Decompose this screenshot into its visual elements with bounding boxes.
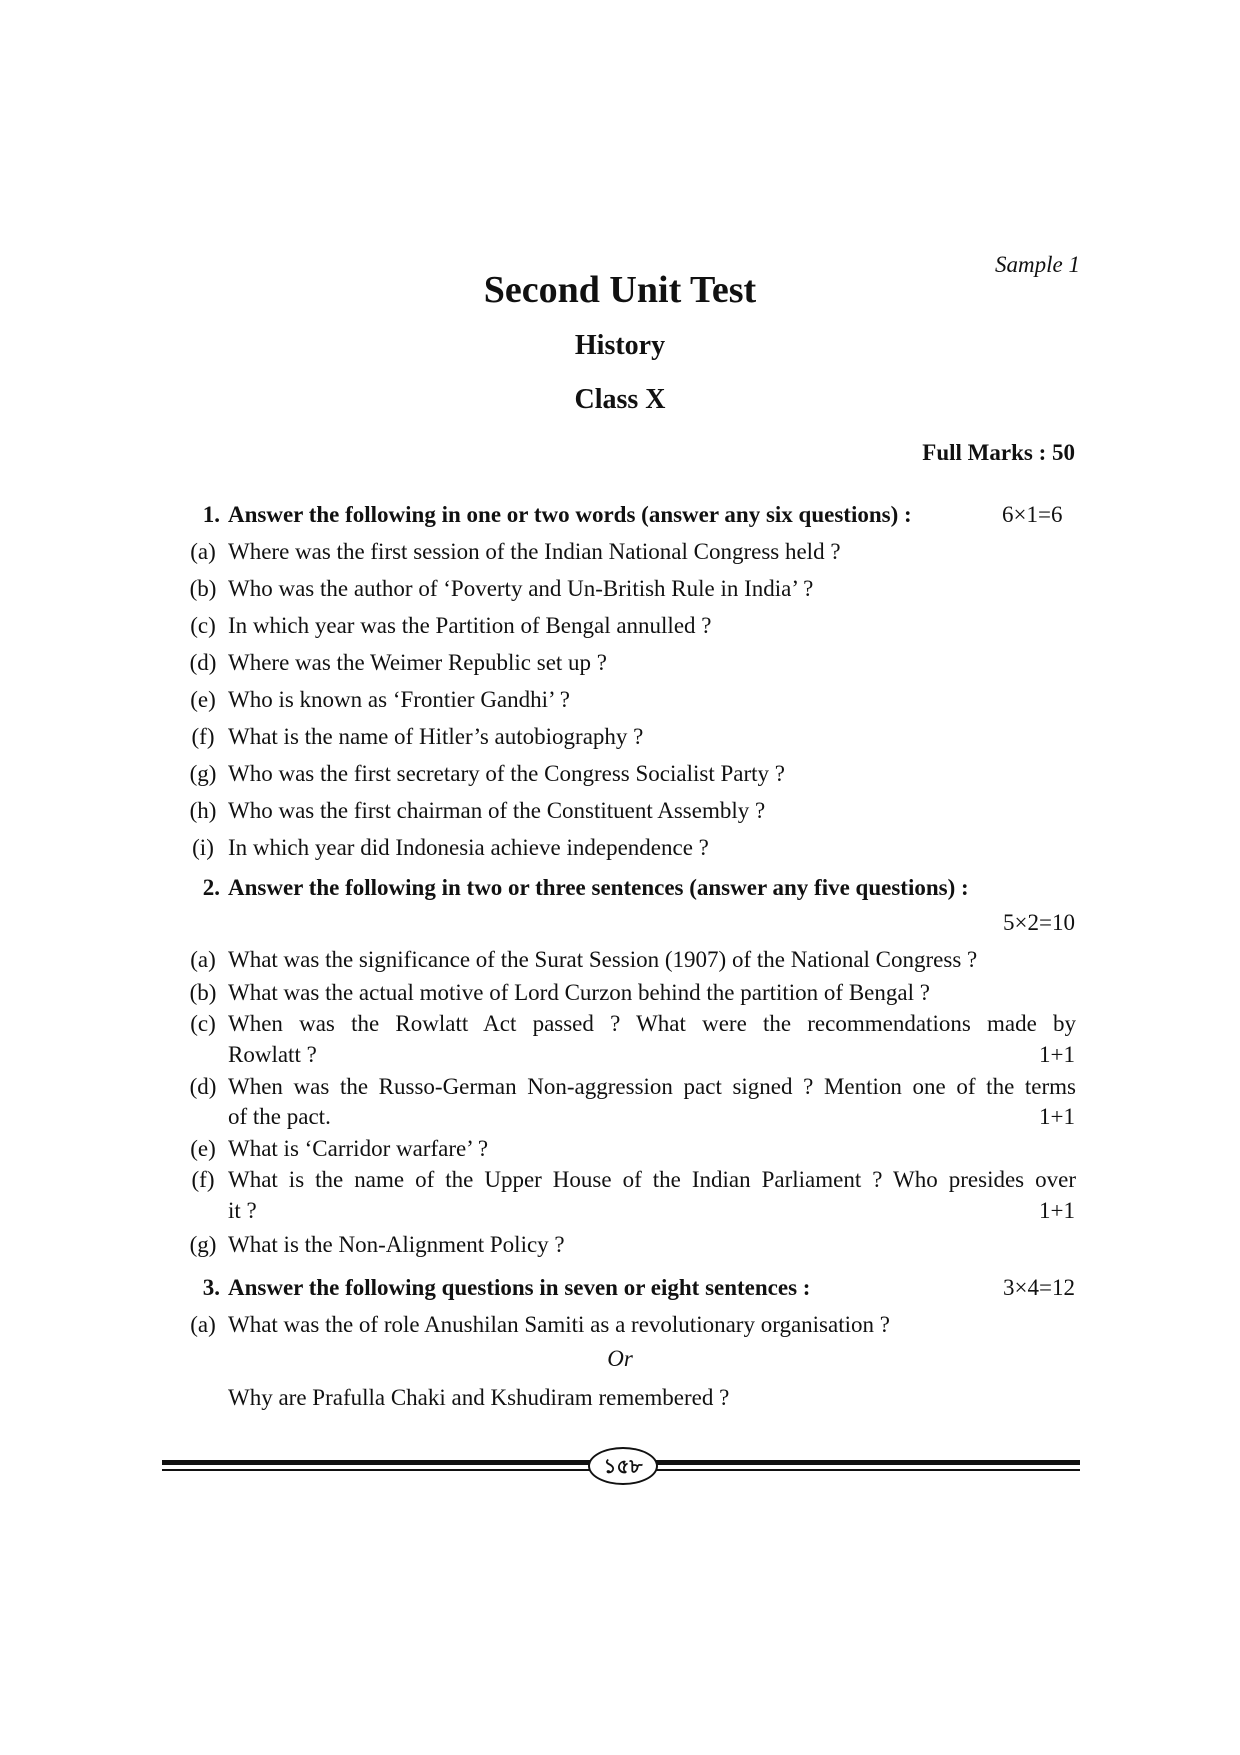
item-marks: 1+1 <box>1039 1104 1075 1129</box>
page-title: Second Unit Test <box>483 269 757 311</box>
item-label: (c) <box>190 1011 216 1036</box>
item-text: Who was the first chairman of the Constituent Assembly ? <box>228 798 766 823</box>
item-text: What is the name of the Upper House of the Indian Parliament ? Who presides over <box>228 1167 1076 1192</box>
item-label: (g) <box>189 1232 217 1257</box>
subject-heading: History <box>574 330 666 361</box>
item-text-continued: Rowlatt ? <box>228 1042 317 1067</box>
item-text-continued: of the pact. <box>228 1104 331 1129</box>
item-text: What was the actual motive of Lord Curzon behind the partition of Bengal ? <box>228 980 930 1005</box>
or-separator: Or <box>607 1346 633 1371</box>
item-text: What is the name of Hitler’s autobiography ? <box>228 724 644 749</box>
full-marks: Full Marks : 50 <box>922 440 1075 465</box>
item-label: (a) <box>190 1312 216 1337</box>
item-text: Who was the first secretary of the Congress Socialist Party ? <box>228 761 785 786</box>
item-label: (d) <box>189 1074 217 1099</box>
item-label: (i) <box>192 835 214 860</box>
item-text: When was the Russo-German Non-aggression pact signed ? Mention one of the terms <box>228 1074 1076 1099</box>
item-text: Where was the first session of the Indian National Congress held ? <box>228 539 841 564</box>
question-marks: 5×2=10 <box>1003 910 1075 935</box>
question-text: Answer the following questions in seven or eight sentences : <box>228 1275 811 1300</box>
item-label: (a) <box>190 947 216 972</box>
page-number: ১৫৮ <box>588 1447 658 1485</box>
item-label: (b) <box>189 980 217 1005</box>
item-text-continued: it ? <box>228 1198 257 1223</box>
item-text: What was the significance of the Surat Session (1907) of the National Congress ? <box>228 947 978 972</box>
item-label: (e) <box>190 1136 216 1161</box>
question-number: 2. <box>202 875 220 900</box>
item-label: (d) <box>189 650 217 675</box>
item-text: In which year did Indonesia achieve independence ? <box>228 835 709 860</box>
item-text: What is the Non-Alignment Policy ? <box>228 1232 565 1257</box>
item-text: Who is known as ‘Frontier Gandhi’ ? <box>228 687 570 712</box>
item-label: (g) <box>189 761 217 786</box>
item-text: Where was the Weimer Republic set up ? <box>228 650 608 675</box>
question-text: Answer the following in one or two words (answer any six questions) : <box>228 502 912 527</box>
item-label: (h) <box>189 798 217 823</box>
item-label: (e) <box>190 687 216 712</box>
item-text: Why are Prafulla Chaki and Kshudiram remembered ? <box>228 1385 730 1410</box>
question-text: Answer the following in two or three sentences (answer any five questions) : <box>228 875 969 900</box>
item-label: (f) <box>191 724 215 749</box>
item-marks: 1+1 <box>1039 1198 1075 1223</box>
item-label: (a) <box>190 539 216 564</box>
sample-label: Sample 1 <box>995 252 1080 277</box>
class-heading: Class X <box>574 384 666 415</box>
question-number: 3. <box>202 1275 220 1300</box>
question-number: 1. <box>202 502 220 527</box>
item-label: (f) <box>191 1167 215 1192</box>
item-text: What was the of role Anushilan Samiti as a revolutionary organisation ? <box>228 1312 890 1337</box>
item-text: In which year was the Partition of Bengal annulled ? <box>228 613 712 638</box>
question-marks: 3×4=12 <box>1003 1275 1075 1300</box>
item-text: When was the Rowlatt Act passed ? What were the recommendations made by <box>228 1011 1076 1036</box>
item-label: (b) <box>189 576 217 601</box>
item-marks: 1+1 <box>1039 1042 1075 1067</box>
item-label: (c) <box>190 613 216 638</box>
item-text: What is ‘Carridor warfare’ ? <box>228 1136 489 1161</box>
item-text: Who was the author of ‘Poverty and Un-British Rule in India’ ? <box>228 576 814 601</box>
